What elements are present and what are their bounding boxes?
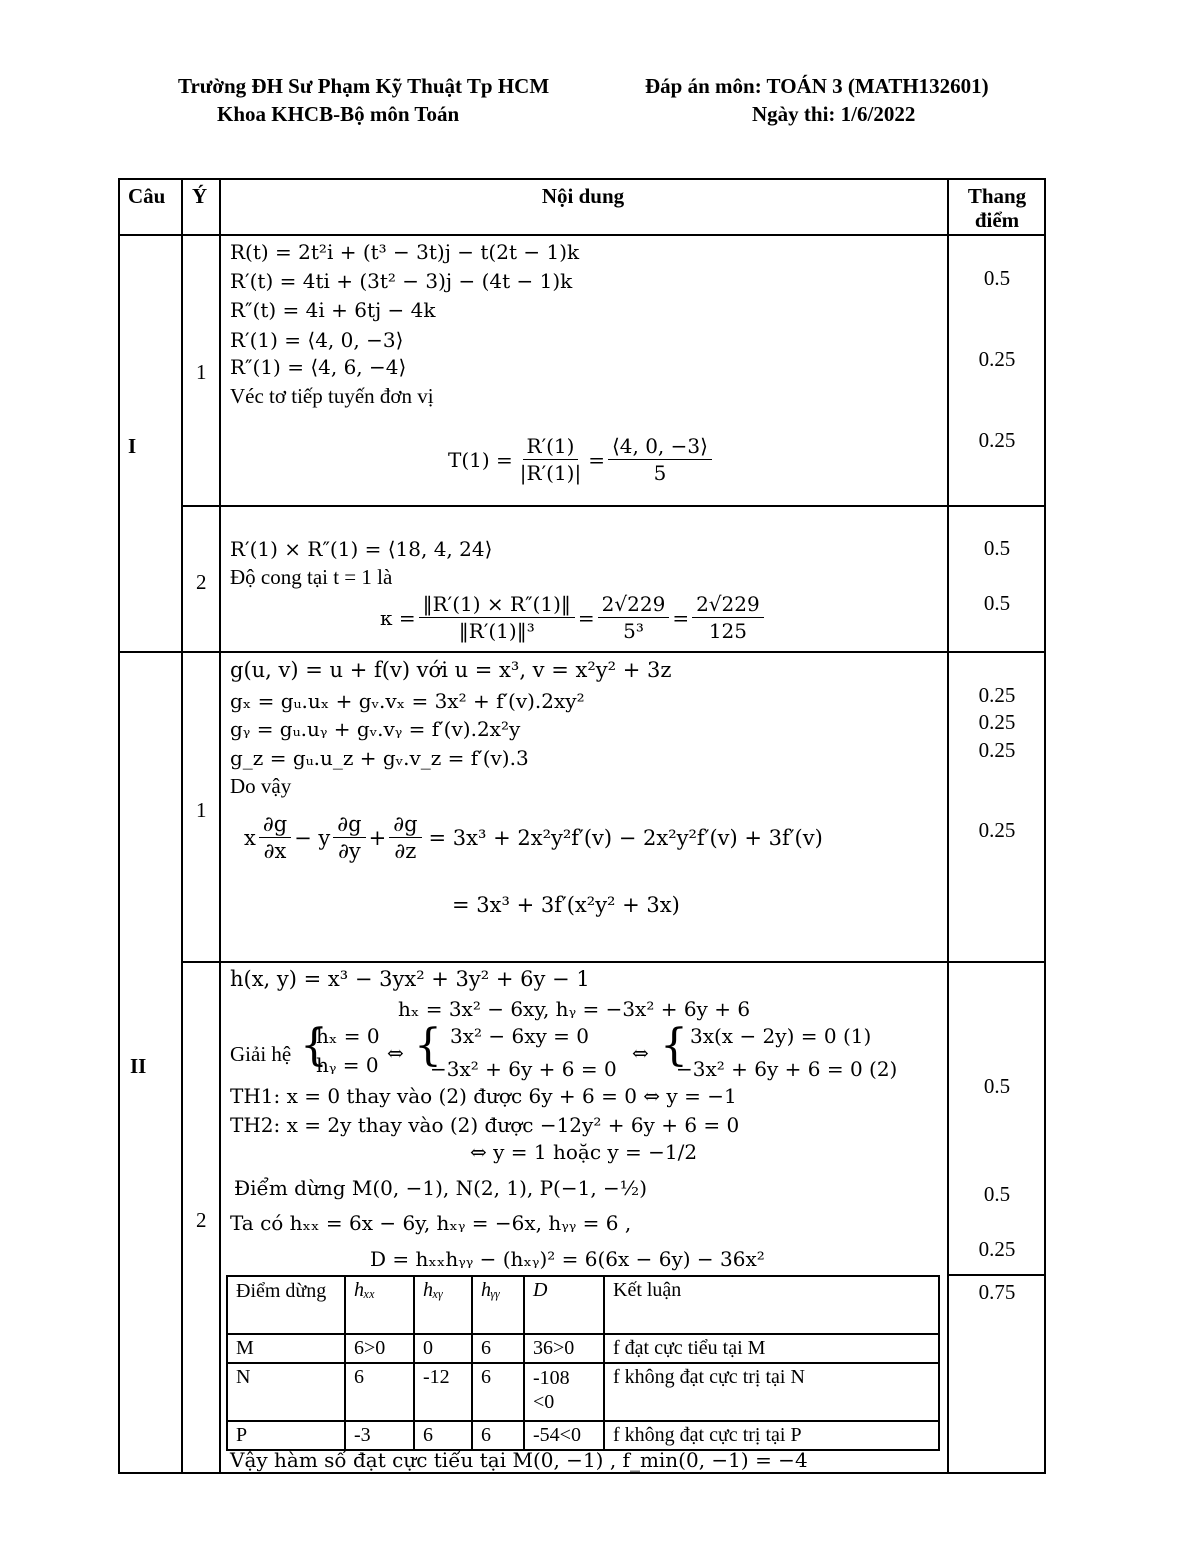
formula-part: − y bbox=[294, 825, 331, 850]
numerator: 2√229 bbox=[692, 592, 764, 618]
table-cell: f đạt cực tiểu tại M bbox=[604, 1334, 939, 1363]
text-line: Độ cong tại t = 1 là bbox=[230, 565, 393, 589]
formula-part: + bbox=[368, 825, 387, 850]
score: 0.5 bbox=[983, 266, 1011, 290]
denominator: 125 bbox=[708, 619, 747, 643]
numerator: ∂g bbox=[259, 812, 291, 838]
col-header-noi-dung: Nội dung bbox=[541, 184, 625, 208]
table-header-cell: hₓᵧ bbox=[414, 1276, 472, 1334]
curvature-formula bbox=[380, 592, 767, 643]
question-label: I bbox=[128, 434, 137, 458]
table-cell: -3 bbox=[345, 1421, 414, 1450]
fraction bbox=[333, 812, 365, 863]
school-name: Trường ĐH Sư Phạm Kỹ Thuật Tp HCM bbox=[178, 74, 550, 98]
conclusion-line: Vậy hàm số đạt cực tiểu tại M(0, −1) , f_min(0, −1) = −4 bbox=[230, 1448, 808, 1472]
formula-part: T(1) = bbox=[448, 447, 513, 472]
math-line: hₓ = 3x² − 6xy, hᵧ = −3x² + 6y + 6 bbox=[398, 997, 751, 1021]
math-line: TH2: x = 2y thay vào (2) được −12y² + 6y + 6 = 0 bbox=[230, 1113, 740, 1137]
math-line: ⇔ y = 1 hoặc y = −1/2 bbox=[470, 1140, 698, 1164]
math-line: hₓ = 0 bbox=[316, 1024, 380, 1048]
formula-part: κ = bbox=[380, 605, 416, 630]
numerator: 2√229 bbox=[598, 592, 670, 618]
score: 0.5 bbox=[983, 1074, 1011, 1098]
divider bbox=[181, 961, 1046, 963]
table-header-cell: D bbox=[524, 1276, 604, 1334]
table-cell: P bbox=[227, 1421, 345, 1450]
formula-part: = bbox=[672, 605, 690, 630]
equivalence-symbol: ⇔ bbox=[632, 1041, 649, 1065]
numerator: ∂g bbox=[333, 812, 365, 838]
score: 0.25 bbox=[978, 1237, 1016, 1261]
table-cell: 36>0 bbox=[524, 1334, 604, 1363]
denominator: ∂y bbox=[338, 839, 361, 863]
score: 0.25 bbox=[978, 347, 1016, 371]
col-header-y: Ý bbox=[192, 184, 208, 208]
table-cell: 6 bbox=[414, 1421, 472, 1450]
department-name: Khoa KHCB-Bộ môn Toán bbox=[217, 102, 460, 126]
formula-part: = 3x³ + 2x²y²f′(v) − 2x²y²f′(v) + 3f′(v) bbox=[428, 825, 823, 850]
math-line: h(x, y) = x³ − 3yx² + 3y² + 6y − 1 bbox=[230, 967, 590, 991]
part-label: 1 bbox=[196, 798, 207, 822]
table-header-row bbox=[227, 1276, 939, 1334]
math-line: hᵧ = 0 bbox=[316, 1053, 379, 1077]
score: 0.25 bbox=[978, 683, 1016, 707]
col-header-cau: Câu bbox=[128, 184, 166, 208]
math-line: g(u, v) = u + f(v) với u = x³, v = x²y² + 3z bbox=[230, 658, 672, 682]
denominator: 5³ bbox=[623, 619, 644, 643]
identity-formula bbox=[244, 812, 823, 863]
formula-part: x bbox=[244, 825, 256, 850]
math-line: −3x² + 6y + 6 = 0 bbox=[430, 1057, 617, 1081]
denominator: ∂x bbox=[263, 839, 287, 863]
numerator: ∂g bbox=[389, 812, 421, 838]
table-cell: f không đạt cực trị tại P bbox=[604, 1421, 939, 1450]
score: 0.25 bbox=[978, 818, 1016, 842]
table-header-cell: Kết luận bbox=[604, 1276, 939, 1334]
score: 0.25 bbox=[978, 428, 1016, 452]
table-row bbox=[227, 1363, 939, 1421]
part-label: 2 bbox=[196, 1208, 207, 1232]
text-line: Véc tơ tiếp tuyến đơn vị bbox=[230, 384, 434, 408]
table-header-cell: Điểm dừng bbox=[227, 1276, 345, 1334]
divider bbox=[181, 505, 1046, 507]
math-line: −3x² + 6y + 6 = 0 (2) bbox=[676, 1057, 898, 1081]
table-cell: f không đạt cực trị tại N bbox=[604, 1363, 939, 1421]
table-row bbox=[227, 1421, 939, 1450]
brace-icon: { bbox=[300, 1020, 328, 1071]
table-cell: 6 bbox=[472, 1421, 524, 1450]
part-label: 1 bbox=[196, 360, 207, 384]
text-line: Giải hệ bbox=[230, 1042, 292, 1066]
table-cell: 6 bbox=[472, 1363, 524, 1421]
math-line: R″(1) = ⟨4, 6, −4⟩ bbox=[230, 355, 407, 379]
equivalence-symbol: ⇔ bbox=[387, 1041, 404, 1065]
denominator: ‖R′(1)‖³ bbox=[458, 619, 535, 643]
math-line: = 3x³ + 3f′(x²y² + 3x) bbox=[452, 893, 680, 917]
table-header-cell: hᵧᵧ bbox=[472, 1276, 524, 1334]
table-cell: 6 bbox=[345, 1363, 414, 1421]
math-line: g_z = gᵤ.u_z + gᵥ.v_z = f′(v).3 bbox=[230, 746, 529, 770]
score: 0.5 bbox=[983, 591, 1011, 615]
question-label: II bbox=[130, 1054, 147, 1078]
numerator: ⟨4, 0, −3⟩ bbox=[608, 434, 712, 460]
math-line: R″(t) = 4i + 6tj − 4k bbox=[230, 298, 436, 322]
formula-part: = bbox=[588, 447, 605, 472]
math-line: R′(t) = 4ti + (3t² − 3)j − (4t − 1)k bbox=[230, 269, 573, 293]
table-cell: 6 bbox=[472, 1334, 524, 1363]
math-line: 3x(x − 2y) = 0 (1) bbox=[690, 1024, 872, 1048]
divider bbox=[947, 1274, 1046, 1276]
exam-date: Ngày thi: 1/6/2022 bbox=[752, 102, 916, 126]
fraction bbox=[389, 812, 421, 863]
math-line: Ta có hₓₓ = 6x − 6y, hₓᵧ = −6x, hᵧᵧ = 6 , bbox=[230, 1211, 632, 1235]
math-line: gₓ = gᵤ.uₓ + gᵥ.vₓ = 3x² + f′(v).2xy² bbox=[230, 689, 585, 713]
table-cell: N bbox=[227, 1363, 345, 1421]
fraction bbox=[419, 592, 575, 643]
table-cell: M bbox=[227, 1334, 345, 1363]
numerator: ‖R′(1) × R″(1)‖ bbox=[419, 592, 575, 618]
math-line: R′(1) = ⟨4, 0, −3⟩ bbox=[230, 328, 404, 352]
formula-part: = bbox=[577, 605, 595, 630]
table-cell: 6>0 bbox=[345, 1334, 414, 1363]
math-line: 3x² − 6xy = 0 bbox=[450, 1024, 589, 1048]
score: 0.5 bbox=[983, 1182, 1011, 1206]
table-row bbox=[227, 1334, 939, 1363]
divider bbox=[181, 178, 183, 1474]
score: 0.25 bbox=[978, 738, 1016, 762]
denominator: ∂z bbox=[394, 839, 417, 863]
divider bbox=[118, 651, 1046, 653]
score: 0.5 bbox=[983, 536, 1011, 560]
math-line: R(t) = 2t²i + (t³ − 3t)j − t(2t − 1)k bbox=[230, 240, 580, 264]
math-line: Điểm dừng M(0, −1), N(2, 1), P(−1, −½) bbox=[234, 1176, 647, 1200]
table-cell: -12 bbox=[414, 1363, 472, 1421]
part-label: 2 bbox=[196, 570, 207, 594]
math-line: gᵧ = gᵤ.uᵧ + gᵥ.vᵧ = f′(v).2x²y bbox=[230, 717, 521, 741]
math-line: R′(1) × R″(1) = ⟨18, 4, 24⟩ bbox=[230, 537, 493, 561]
divider bbox=[118, 234, 1046, 236]
col-header-thang-diem: Thang điểm bbox=[967, 184, 1027, 232]
stationary-point-table bbox=[226, 1275, 940, 1451]
score: 0.25 bbox=[978, 710, 1016, 734]
table-cell: 0 bbox=[414, 1334, 472, 1363]
fraction bbox=[608, 434, 712, 485]
brace-icon: { bbox=[414, 1020, 442, 1071]
text-line: Do vậy bbox=[230, 774, 292, 798]
denominator: |R′(1)| bbox=[519, 461, 582, 485]
fraction bbox=[692, 592, 764, 643]
subject-title: Đáp án môn: TOÁN 3 (MATH132601) bbox=[645, 74, 989, 98]
numerator: R′(1) bbox=[523, 434, 579, 460]
table-cell: -54<0 bbox=[524, 1421, 604, 1450]
fraction bbox=[516, 434, 585, 485]
table-cell: -108 <0 bbox=[524, 1363, 604, 1421]
table-header-cell: hₓₓ bbox=[345, 1276, 414, 1334]
divider bbox=[219, 178, 221, 1474]
denominator: 5 bbox=[653, 461, 667, 485]
brace-icon: { bbox=[660, 1020, 688, 1071]
fraction bbox=[259, 812, 291, 863]
fraction bbox=[598, 592, 670, 643]
unit-tangent-formula bbox=[448, 434, 715, 485]
math-line: TH1: x = 0 thay vào (2) được 6y + 6 = 0 ⇔ y = −1 bbox=[230, 1084, 737, 1108]
score: 0.75 bbox=[978, 1280, 1016, 1304]
math-line: D = hₓₓhᵧᵧ − (hₓᵧ)² = 6(6x − 6y) − 36x² bbox=[370, 1247, 765, 1271]
